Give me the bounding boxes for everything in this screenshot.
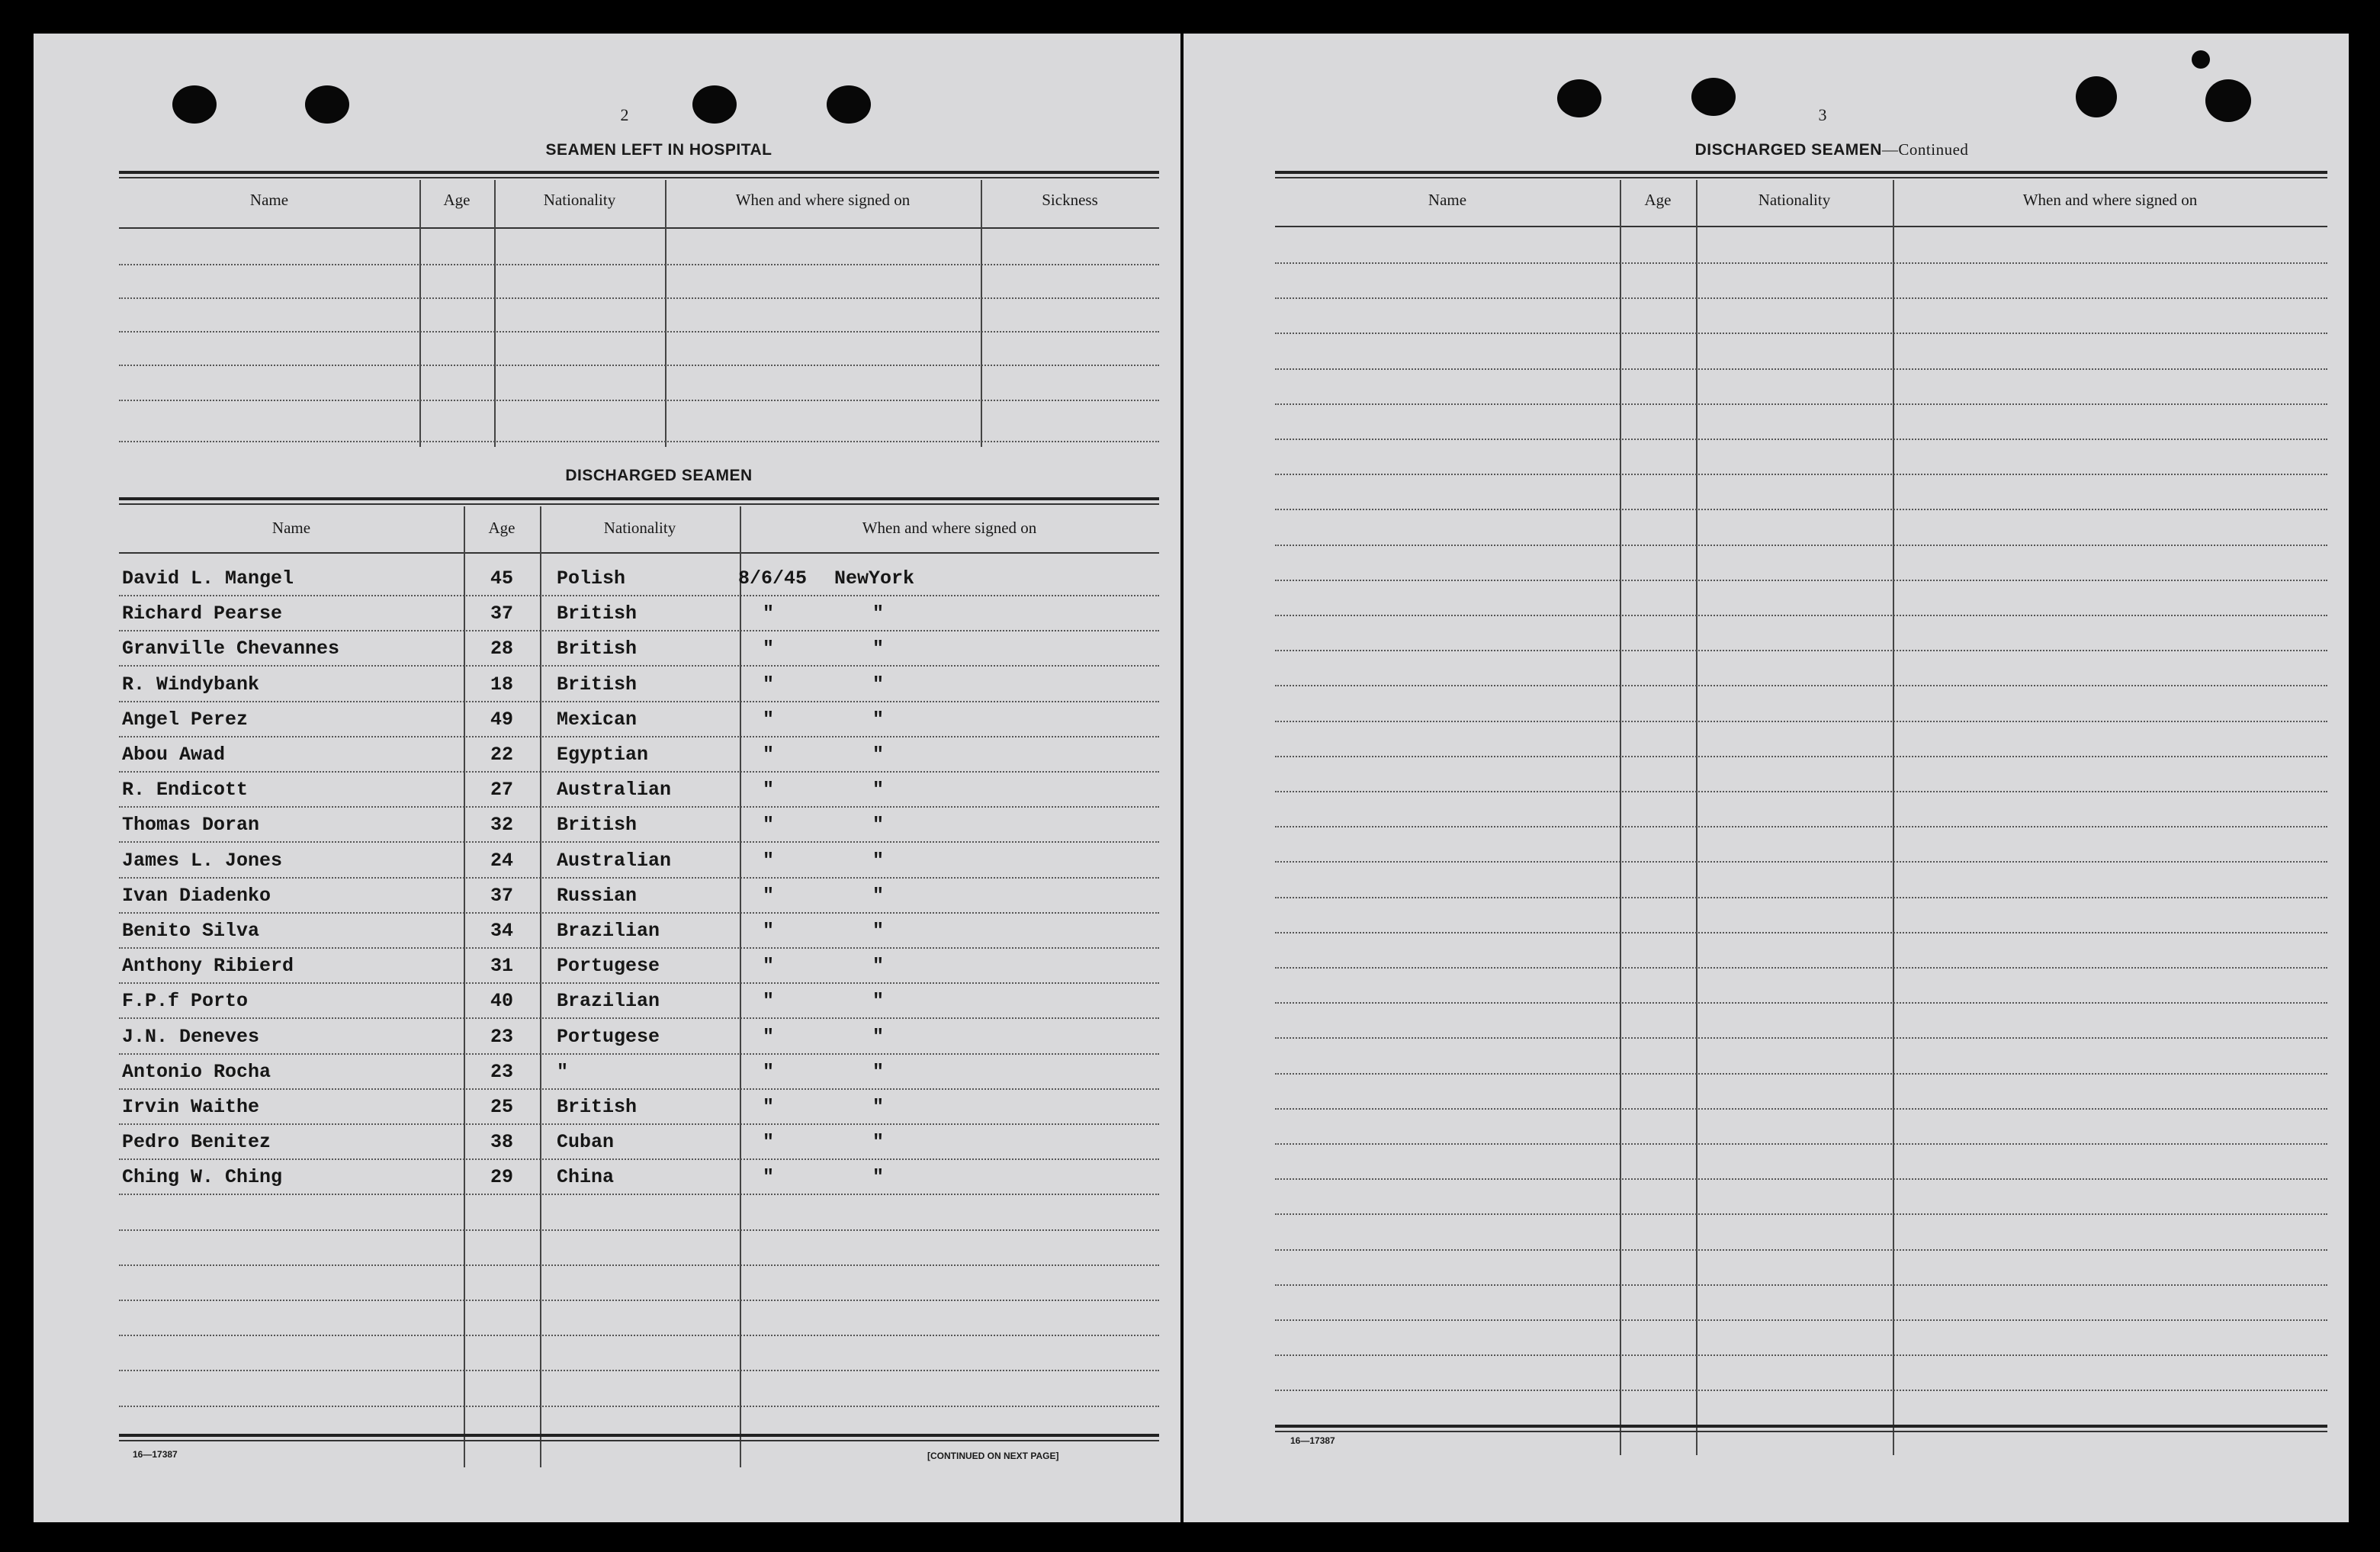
seaman-nationality: Egyptian [557,744,649,766]
signed-on-date: 8/6/45 [738,567,808,590]
seaman-age: 24 [490,850,513,872]
column-header-when-where: When and where signed on [862,519,1037,537]
seaman-nationality: Portugese [557,955,660,977]
page-number: 2 [620,105,629,124]
column-header-name: Name [249,191,289,209]
punch-hole [305,85,349,124]
form-number: 16—17387 [1290,1435,1335,1446]
seaman-name: Irvin Waithe [122,1096,260,1118]
seaman-name: Antonio Rocha [122,1061,271,1083]
seaman-nationality: Australian [557,779,672,801]
seaman-age: 18 [490,673,513,696]
seaman-name: James L. Jones [122,850,283,872]
seaman-age: 37 [490,602,513,625]
seaman-age: 23 [490,1026,513,1048]
signed-on-date: " [763,1166,775,1188]
signed-on-place: NewYork [834,567,915,590]
seaman-nationality: Portugese [557,1026,660,1048]
seaman-age: 29 [490,1166,513,1188]
signed-on-date: " [763,955,775,977]
seaman-nationality: Mexican [557,709,638,731]
column-header-when-where: When and where signed on [735,191,911,209]
signed-on-date: " [763,1096,775,1118]
discharged-continued-title [1450,140,2213,159]
seaman-nationality: British [557,814,638,836]
seaman-name: Abou Awad [122,744,226,766]
column-header-age: Age [1644,191,1672,209]
punch-hole [2205,79,2251,122]
discharged-section-title: DISCHARGED SEAMEN [565,467,753,484]
signed-on-place: " [872,814,885,836]
seaman-age: 49 [490,709,513,731]
continued-note: [CONTINUED ON NEXT PAGE] [927,1451,1059,1461]
seaman-name: Granville Chevannes [122,638,340,660]
seaman-name: Richard Pearse [122,602,283,625]
signed-on-date: " [763,850,775,872]
signed-on-place: " [872,885,885,907]
seaman-age: 32 [490,814,513,836]
seaman-age: 45 [490,567,513,590]
hospital-section-title: SEAMEN LEFT IN HOSPITAL [545,141,772,159]
signed-on-date: " [763,990,775,1012]
column-header-age: Age [488,519,516,537]
signed-on-date: " [763,1061,775,1083]
seaman-nationality: Cuban [557,1131,615,1153]
seaman-name: Angel Perez [122,709,249,731]
signed-on-date: " [763,744,775,766]
signed-on-date: " [763,709,775,731]
right-page [1184,34,2349,1522]
seaman-name: F.P.f Porto [122,990,249,1012]
left-page [34,34,1180,1522]
punch-hole [692,85,737,124]
page-number: 3 [1818,105,1827,124]
signed-on-place: " [872,1061,885,1083]
punch-hole [1691,78,1736,116]
signed-on-date: " [763,602,775,625]
signed-on-date: " [763,814,775,836]
seaman-nationality: British [557,1096,638,1118]
signed-on-place: " [872,779,885,801]
signed-on-date: " [763,1026,775,1048]
column-header-name: Name [1428,191,1467,209]
signed-on-place: " [872,990,885,1012]
signed-on-place: " [872,1026,885,1048]
punch-hole [2076,76,2117,117]
seaman-nationality: British [557,638,638,660]
punch-hole [1557,79,1601,117]
seaman-age: 22 [490,744,513,766]
seaman-age: 34 [490,920,513,942]
signed-on-place: " [872,744,885,766]
form-number: 16—17387 [133,1449,178,1460]
signed-on-date: " [763,673,775,696]
seaman-nationality: Brazilian [557,990,660,1012]
signed-on-date: " [763,638,775,660]
signed-on-place: " [872,1166,885,1188]
column-header-nationality: Nationality [543,191,616,209]
seaman-name: Thomas Doran [122,814,260,836]
column-header-age: Age [443,191,471,209]
seaman-age: 37 [490,885,513,907]
seaman-name: R. Endicott [122,779,249,801]
punch-hole [827,85,871,124]
column-header-when-where: When and where signed on [2022,191,2198,209]
seaman-name: Anthony Ribierd [122,955,294,977]
signed-on-place: " [872,850,885,872]
seaman-name: Benito Silva [122,920,260,942]
seaman-nationality: Russian [557,885,638,907]
seaman-name: Ching W. Ching [122,1166,283,1188]
seaman-nationality: Polish [557,567,626,590]
seaman-name: Pedro Benitez [122,1131,271,1153]
column-header-nationality: Nationality [1758,191,1831,209]
seaman-age: 23 [490,1061,513,1083]
signed-on-date: " [763,920,775,942]
seaman-age: 31 [490,955,513,977]
signed-on-place: " [872,602,885,625]
seaman-name: J.N. Deneves [122,1026,260,1048]
signed-on-place: " [872,920,885,942]
seaman-nationality: China [557,1166,615,1188]
seaman-age: 27 [490,779,513,801]
seaman-age: 28 [490,638,513,660]
seaman-nationality: " [557,1061,569,1083]
seaman-nationality: British [557,673,638,696]
signed-on-place: " [872,1131,885,1153]
signed-on-date: " [763,1131,775,1153]
signed-on-place: " [872,709,885,731]
seaman-name: David L. Mangel [122,567,294,590]
signed-on-date: " [763,779,775,801]
column-header-sickness: Sickness [1042,191,1098,209]
signed-on-place: " [872,673,885,696]
seaman-age: 25 [490,1096,513,1118]
punch-hole [2192,50,2210,69]
seaman-nationality: Australian [557,850,672,872]
column-header-name: Name [271,519,311,537]
column-header-nationality: Nationality [603,519,676,537]
seaman-age: 40 [490,990,513,1012]
signed-on-place: " [872,955,885,977]
signed-on-place: " [872,1096,885,1118]
seaman-age: 38 [490,1131,513,1153]
signed-on-place: " [872,638,885,660]
title-suffix: —Continued [1881,140,1969,159]
seaman-name: Ivan Diadenko [122,885,271,907]
signed-on-date: " [763,885,775,907]
punch-hole [172,85,217,124]
seaman-nationality: Brazilian [557,920,660,942]
title-text: DISCHARGED SEAMEN [1694,141,1882,159]
seaman-nationality: British [557,602,638,625]
seaman-name: R. Windybank [122,673,260,696]
